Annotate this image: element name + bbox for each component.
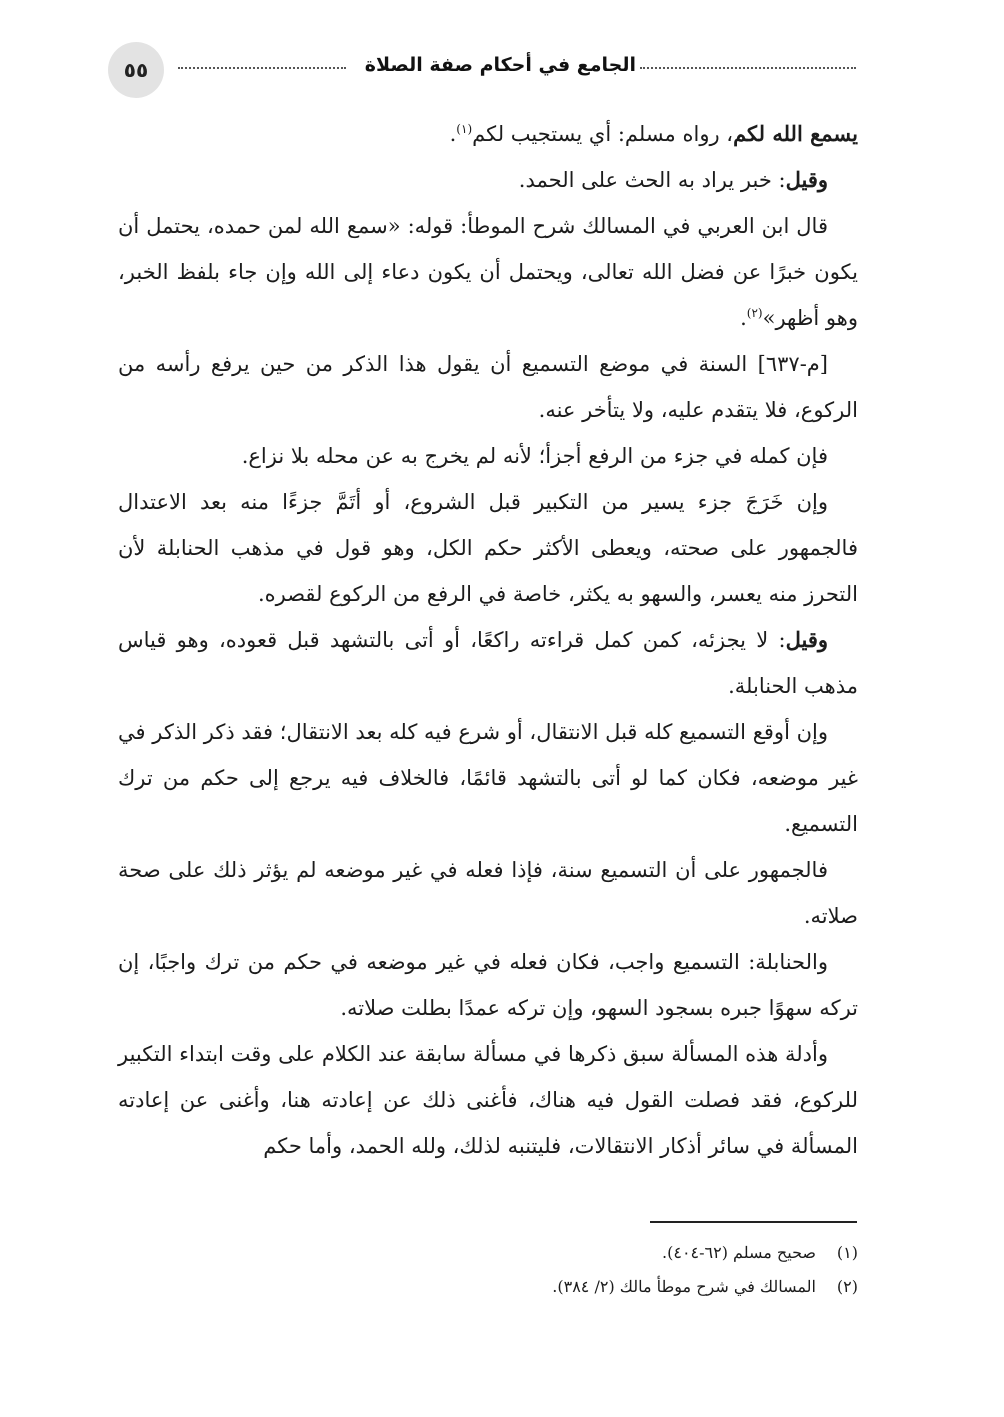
paragraph-text: قال ابن العربي في المسالك شرح الموطأ: قوله: «سمع الله لمن حمده، يحتمل أن يكون خبرًا عن فضل الله تعالى، ويحتمل أن يكون دعاء إلى الله وإن جاء بلفظ الخبر، وهو أظهر» bbox=[118, 214, 858, 330]
main-text bbox=[118, 111, 858, 1169]
paragraph-text: ، رواه مسلم: أي يستجيب لكم bbox=[472, 122, 734, 146]
paragraph-11: وأدلة هذه المسألة سبق ذكرها في مسألة سابقة عند الكلام على وقت ابتداء التكبير للركوع، فقد فصلت القول فيه هناك، فأغنى ذلك عن إعادته هنا، وأغنى عن إعادته المسألة في سائر أذكار الانتقالات، فليتنبه لذلك، ولله الحمد، وأما حكم bbox=[118, 1042, 858, 1158]
paragraph-10: والحنابلة: التسميع واجب، فكان فعله في غير موضعه في حكم من ترك واجبًا، إن تركه سهوًا جبره بسجود السهو، وإن تركه عمدًا بطلت صلاته. bbox=[118, 950, 858, 1020]
paragraph-8: وإن أوقع التسميع كله قبل الانتقال، أو شرع فيه كله بعد الانتقال؛ فقد ذكر الذكر في غير موضعه، فكان كما لو أتى بالتشهد قائمًا، فالخلاف فيه يرجع إلى حكم من ترك التسميع. bbox=[118, 720, 858, 836]
footnote-number: (١) bbox=[836, 1243, 858, 1262]
paragraph-9: فالجمهور على أن التسميع سنة، فإذا فعله في غير موضعه لم يؤثر ذلك على صحة صلاته. bbox=[118, 858, 858, 928]
page-number: ٥٥ bbox=[108, 42, 164, 98]
footnote-ref-1: (١) bbox=[456, 122, 473, 136]
paragraph-6: وإن خَرَجَ جزء يسير من التكبير قبل الشروع، أو أتَمَّ جزءًا منه بعد الاعتدال فالجمهور على صحته، ويعطى الأكثر حكم الكل، وهو قول في مذهب الحنابلة لأن التحرز منه يعسر، والسهو به يكثر، خاصة في الرفع من الركوع لقصره. bbox=[118, 490, 858, 606]
running-title: الجامع في أحكام صفة الصلاة bbox=[364, 54, 636, 76]
footnote-2 bbox=[118, 1270, 858, 1304]
paragraph-2 bbox=[118, 157, 858, 203]
paragraph-3 bbox=[118, 203, 858, 341]
paragraph-end: . bbox=[449, 122, 457, 146]
paragraph-end: . bbox=[740, 306, 747, 330]
footnote-1 bbox=[118, 1236, 858, 1270]
footnote-separator bbox=[650, 1221, 857, 1223]
footnote-text: المسالك في شرح موطأ مالك (٢/ ٣٨٤). bbox=[552, 1277, 816, 1296]
footnotes bbox=[118, 1236, 858, 1304]
footnote-text: صحيح مسلم (٦٢-٤٠٤). bbox=[662, 1243, 816, 1262]
paragraph-text: : خبر يراد به الحث على الحمد. bbox=[518, 168, 786, 192]
header-dotted-leader-left bbox=[178, 67, 346, 69]
paragraph-text: : لا يجزئه، كمن كمل قراءته راكعًا، أو أتى بالتشهد قبل قعوده، وهو قياس مذهب الحنابلة. bbox=[118, 628, 858, 698]
paragraph-1 bbox=[118, 111, 858, 157]
bold-term: وقيل bbox=[785, 627, 828, 652]
paragraph-5: فإن كمله في جزء من الرفع أجزأ؛ لأنه لم يخرج به عن محله بلا نزاع. bbox=[241, 444, 828, 468]
bold-term: وقيل bbox=[785, 167, 828, 192]
paragraph-4: [م-٦٣٧] السنة في موضع التسميع أن يقول هذا الذكر من حين يرفع رأسه من الركوع، فلا يتقدم عليه، ولا يتأخر عنه. bbox=[118, 352, 858, 422]
paragraph-7 bbox=[118, 617, 858, 709]
page-header bbox=[108, 42, 856, 98]
bold-phrase: يسمع الله لكم bbox=[733, 121, 858, 146]
footnote-number: (٢) bbox=[836, 1277, 858, 1296]
header-dotted-leader-right bbox=[640, 67, 856, 69]
footnote-ref-2: (٢) bbox=[746, 306, 763, 320]
